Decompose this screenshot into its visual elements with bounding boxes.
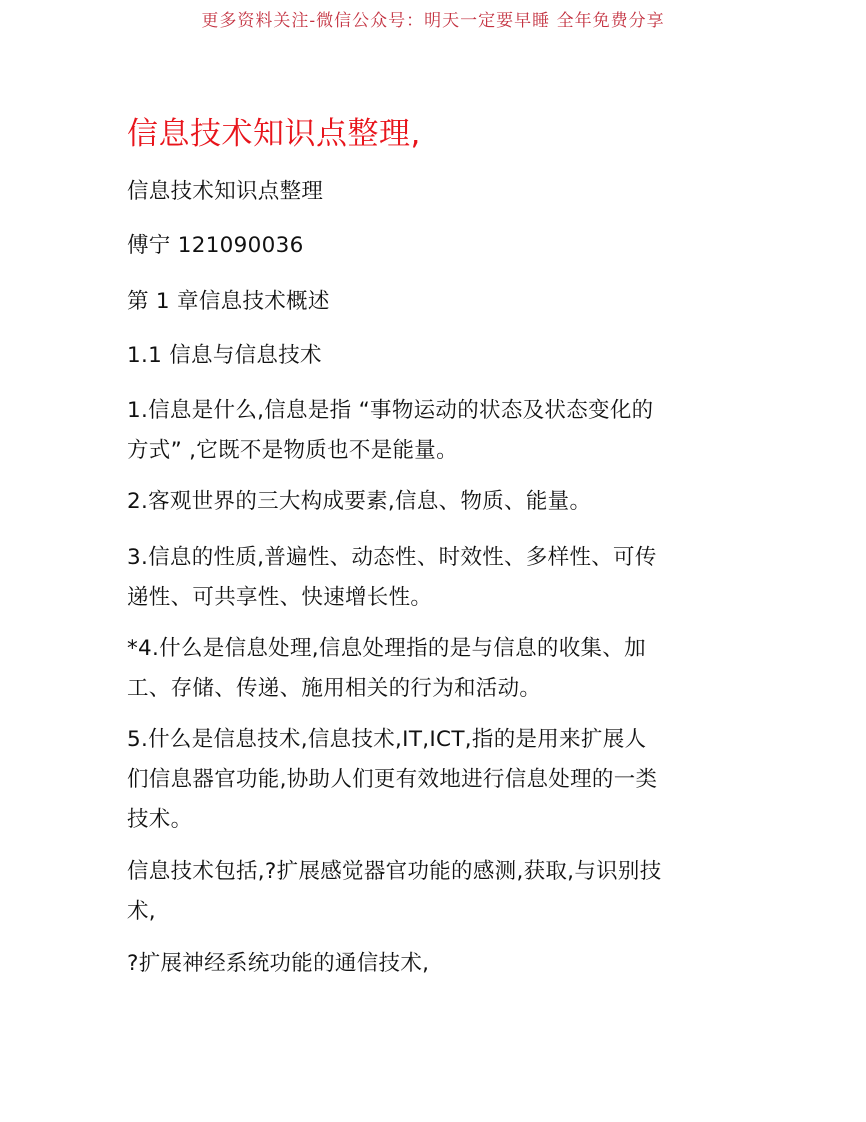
text-line: 方式” ,它既不是物质也不是能量。 bbox=[127, 438, 458, 463]
text-line: 术, bbox=[127, 899, 156, 924]
paragraph-chapter-heading bbox=[127, 282, 737, 322]
paragraph-section-heading bbox=[127, 336, 737, 376]
text-line: 技术。 bbox=[127, 807, 193, 832]
text-line: *4.什么是信息处理,信息处理指的是与信息的收集、加 bbox=[127, 636, 646, 661]
text-line: 工、存储、传递、施用相关的行为和活动。 bbox=[127, 676, 542, 701]
paragraph-item-3 bbox=[127, 538, 737, 618]
paragraph-it-includes bbox=[127, 852, 737, 932]
text-line: 们信息器官功能,协助人们更有效地进行信息处理的一类 bbox=[127, 767, 658, 792]
text-line: 2.客观世界的三大构成要素,信息、物质、能量。 bbox=[127, 489, 592, 514]
paragraph-item-1 bbox=[127, 391, 737, 471]
text-line: 1.信息是什么,信息是指 “事物运动的状态及状态变化的 bbox=[127, 398, 654, 423]
paragraph-item-5 bbox=[127, 720, 737, 840]
promo-banner: 更多资料关注-微信公众号：明天一定要早睡 全年免费分享 bbox=[201, 11, 665, 31]
text-line: 第 1 章信息技术概述 bbox=[127, 289, 330, 314]
paragraph-item-2 bbox=[127, 482, 737, 522]
text-line: 傅宁 121090036 bbox=[127, 233, 304, 258]
paragraph-item-4 bbox=[127, 629, 737, 709]
paragraph-author bbox=[127, 226, 737, 266]
text-line: 递性、可共享性、快速增长性。 bbox=[127, 585, 433, 610]
text-line: ?扩展神经系统功能的通信技术, bbox=[127, 951, 430, 976]
text-line: 信息技术包括,?扩展感觉器官功能的感测,获取,与识别技 bbox=[127, 859, 662, 884]
text-line: 5.什么是信息技术,信息技术,IT,ICT,指的是用来扩展人 bbox=[127, 727, 647, 752]
paragraph-communication-tech bbox=[127, 944, 737, 984]
document-title: 信息技术知识点整理, bbox=[127, 116, 421, 152]
text-line: 3.信息的性质,普遍性、动态性、时效性、多样性、可传 bbox=[127, 545, 657, 570]
text-line: 信息技术知识点整理 bbox=[127, 179, 324, 204]
text-line: 1.1 信息与信息技术 bbox=[127, 343, 322, 368]
paragraph-subtitle bbox=[127, 172, 737, 212]
